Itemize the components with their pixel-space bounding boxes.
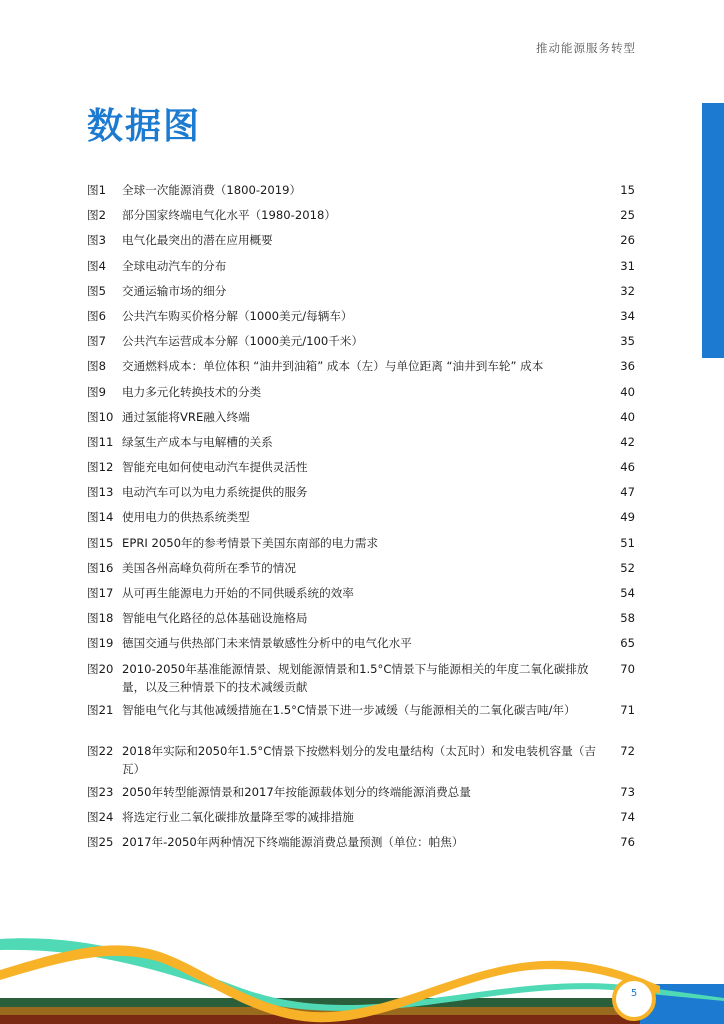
figure-caption: 绿氢生产成本与电解槽的关系 xyxy=(122,434,273,449)
figure-caption: 电动汽车可以为电力系统提供的服务 xyxy=(122,485,308,500)
figure-number: 图16 xyxy=(87,560,114,575)
figure-caption: 通过氢能将VRE融入终端 xyxy=(122,409,250,424)
figure-list-item[interactable] xyxy=(87,483,637,508)
figure-number: 图24 xyxy=(87,809,114,824)
figure-page-number: 42 xyxy=(620,434,635,449)
figure-list-item[interactable] xyxy=(87,231,637,256)
figure-number: 图10 xyxy=(87,409,114,424)
figure-caption: 交通运输市场的细分 xyxy=(122,283,227,298)
figure-list-item[interactable] xyxy=(87,742,637,783)
figure-list-item[interactable] xyxy=(87,559,637,584)
figure-caption: 全球一次能源消费（1800-2019） xyxy=(122,183,302,197)
figure-list-item[interactable] xyxy=(87,534,637,559)
figure-list-item[interactable] xyxy=(87,609,637,634)
page-title: 数据图 xyxy=(87,106,202,147)
figure-number: 图13 xyxy=(87,485,114,500)
figure-list-item[interactable] xyxy=(87,783,637,808)
figure-list-item[interactable] xyxy=(87,408,637,433)
figure-list-item[interactable] xyxy=(87,332,637,357)
side-tab-marker xyxy=(702,103,724,358)
figure-number: 图19 xyxy=(87,636,114,651)
figure-list-item[interactable] xyxy=(87,660,637,701)
figure-caption: 将选定行业二氧化碳排放量降至零的减排措施 xyxy=(122,809,354,824)
figure-page-number: 76 xyxy=(620,834,635,849)
figure-number: 图22 xyxy=(87,743,114,758)
figure-number: 图20 xyxy=(87,661,114,676)
figure-page-number: 70 xyxy=(620,661,635,676)
figure-caption: 使用电力的供热系统类型 xyxy=(122,510,250,525)
figure-list-item[interactable] xyxy=(87,634,637,659)
figure-page-number: 58 xyxy=(620,611,635,626)
figure-caption: 2050年转型能源情景和2017年按能源载体划分的终端能源消费总量 xyxy=(122,784,471,799)
figure-caption: 公共汽车运营成本分解（1000美元/100千米） xyxy=(122,334,364,349)
figure-list xyxy=(87,181,637,858)
figure-number: 图21 xyxy=(87,702,114,717)
figure-number: 图7 xyxy=(87,334,106,349)
figure-page-number: 32 xyxy=(620,283,635,298)
figure-page-number: 40 xyxy=(620,409,635,424)
figure-page-number: 52 xyxy=(620,560,635,575)
figure-number: 图18 xyxy=(87,611,114,626)
figure-list-item[interactable] xyxy=(87,307,637,332)
figure-caption: 德国交通与供热部门未来情景敏感性分析中的电气化水平 xyxy=(122,636,412,651)
figure-list-item[interactable] xyxy=(87,257,637,282)
figure-list-item[interactable] xyxy=(87,383,637,408)
figure-number: 图6 xyxy=(87,308,106,323)
figure-page-number: 25 xyxy=(620,208,635,223)
figure-list-item[interactable] xyxy=(87,458,637,483)
figure-caption: 从可再生能源电力开始的不同供暖系统的效率 xyxy=(122,586,354,600)
figure-page-number: 73 xyxy=(620,784,635,799)
figure-number: 图23 xyxy=(87,784,114,799)
figure-list-item[interactable] xyxy=(87,833,637,858)
figure-list-item[interactable] xyxy=(87,282,637,307)
figure-caption: 智能充电如何使电动汽车提供灵活性 xyxy=(122,460,308,475)
figure-page-number: 72 xyxy=(620,743,635,758)
figure-page-number: 46 xyxy=(620,460,635,475)
figure-page-number: 49 xyxy=(620,510,635,525)
figure-list-item[interactable] xyxy=(87,433,637,458)
figure-list-item[interactable] xyxy=(87,206,637,231)
figure-caption: 部分国家终端电气化水平（1980-2018） xyxy=(122,208,336,223)
figure-number: 图12 xyxy=(87,460,114,475)
figure-page-number: 51 xyxy=(620,535,635,550)
figure-caption: 全球电动汽车的分布 xyxy=(122,258,227,273)
figure-page-number: 74 xyxy=(620,809,635,824)
figure-page-number: 54 xyxy=(620,586,635,600)
figure-caption: 智能电气化路径的总体基础设施格局 xyxy=(122,611,308,626)
figure-number: 图3 xyxy=(87,233,106,248)
figure-number: 图4 xyxy=(87,258,106,273)
figure-number: 图11 xyxy=(87,434,114,449)
figure-page-number: 65 xyxy=(620,636,635,651)
figure-caption: 2010-2050年基准能源情景、规划能源情景和1.5°C情景下与能源相关的年度二氧化碳排放量，以及三种情景下的技术减缓贡献 xyxy=(122,661,589,694)
figure-caption: EPRI 2050年的参考情景下美国东南部的电力需求 xyxy=(122,535,379,550)
figure-list-item[interactable] xyxy=(87,508,637,533)
figure-page-number: 40 xyxy=(620,384,635,399)
figure-page-number: 47 xyxy=(620,485,635,500)
figure-caption: 交通燃料成本：单位体积 “油井到油箱” 成本（左）与单位距离 “油井到车轮” 成本 xyxy=(122,359,544,374)
figure-caption: 电力多元化转换技术的分类 xyxy=(122,384,262,399)
figure-page-number: 35 xyxy=(620,334,635,349)
figure-number: 图15 xyxy=(87,535,114,550)
figure-caption: 公共汽车购买价格分解（1000美元/每辆车） xyxy=(122,308,353,323)
figure-list-item[interactable] xyxy=(87,181,637,206)
figure-caption: 智能电气化与其他减缓措施在1.5°C情景下进一步减缓（与能源相关的二氧化碳吉吨/年） xyxy=(122,702,576,717)
figure-page-number: 31 xyxy=(620,258,635,273)
figure-caption: 美国各州高峰负荷所在季节的情况 xyxy=(122,560,296,575)
figure-page-number: 34 xyxy=(620,308,635,323)
figure-page-number: 36 xyxy=(620,359,635,374)
figure-page-number: 15 xyxy=(620,183,635,197)
figure-caption: 2017年-2050年两种情况下终端能源消费总量预测（单位：帕焦） xyxy=(122,834,464,849)
figure-list-item[interactable] xyxy=(87,584,637,609)
figure-list-item[interactable] xyxy=(87,701,637,742)
figure-list-item[interactable] xyxy=(87,357,637,382)
figure-number: 图25 xyxy=(87,834,114,849)
figure-number: 图1 xyxy=(87,183,106,197)
figure-page-number: 71 xyxy=(620,702,635,717)
figure-number: 图9 xyxy=(87,384,106,399)
figure-number: 图2 xyxy=(87,208,106,223)
figure-number: 图8 xyxy=(87,359,106,374)
figure-caption: 2018年实际和2050年1.5°C情景下按燃料划分的发电量结构（太瓦时）和发电装机容量（吉瓦） xyxy=(122,743,596,776)
figure-number: 图14 xyxy=(87,510,114,525)
page-number: 5 xyxy=(630,988,638,999)
running-header: 推动能源服务转型 xyxy=(536,41,636,55)
figure-list-item[interactable] xyxy=(87,808,637,833)
figure-caption: 电气化最突出的潜在应用概要 xyxy=(122,233,273,248)
figure-page-number: 26 xyxy=(620,233,635,248)
figure-number: 图17 xyxy=(87,586,114,600)
figure-number: 图5 xyxy=(87,283,106,298)
